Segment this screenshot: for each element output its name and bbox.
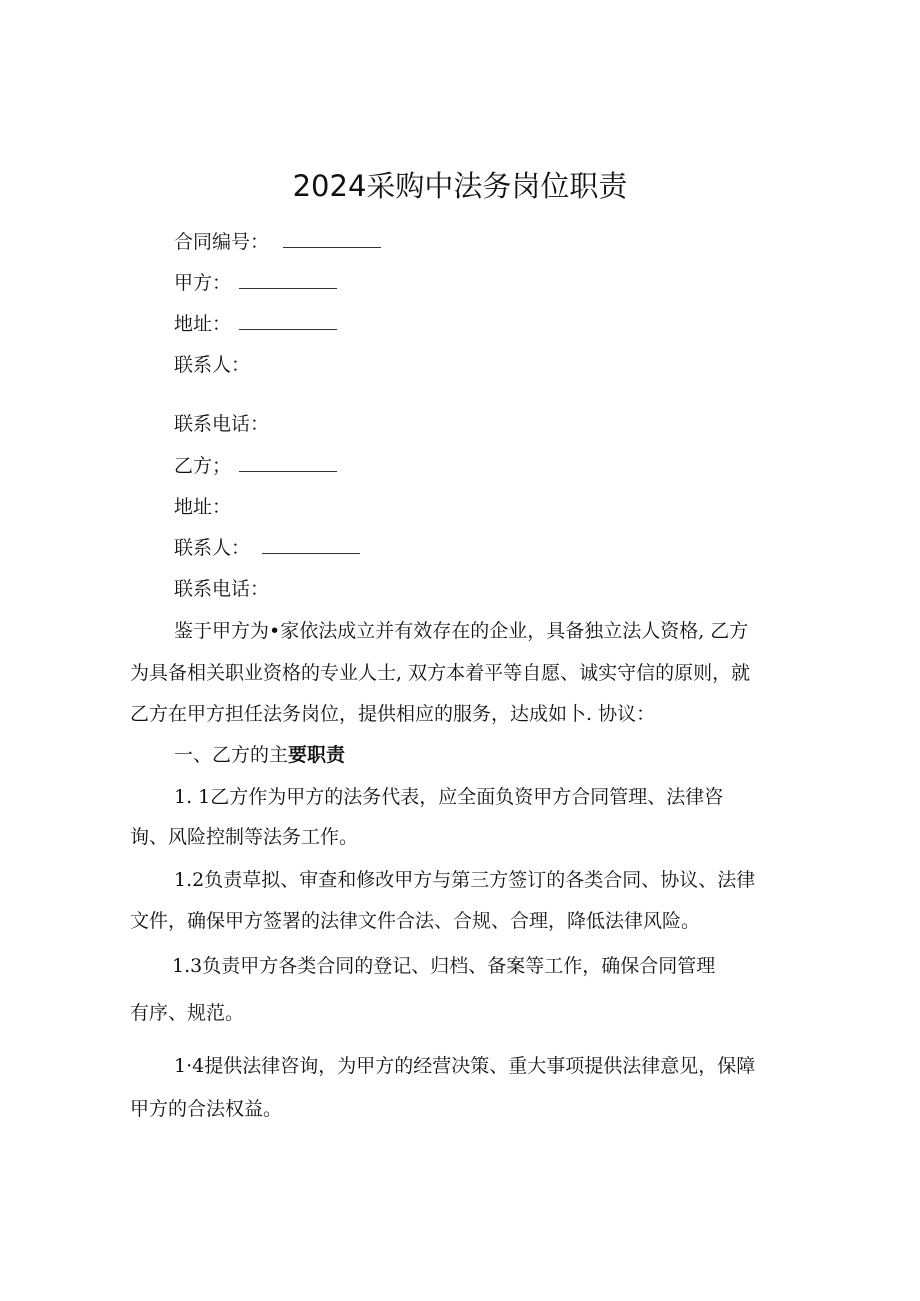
party-b-label: 乙方； [174,455,232,477]
contract-number-row [174,228,381,256]
contact-a-label: 联系人： [174,354,251,376]
phone-b-label: 联系电话： [174,578,270,600]
item-1-3-line-1: 1.3负责甲方各类合同的登记、归档、备案等工作，确保合同管理 [172,955,716,977]
item-1-1-line-1: 1. 1乙方作为甲方的法务代表，应全面负资甲方合同管理、法律咨 [174,786,724,808]
address-b-label: 地址： [174,496,232,518]
contract-number-blank[interactable] [283,229,381,248]
item-1-4-line-2: 甲方的合法权益。 [130,1098,283,1120]
item-1-3-line-2: 有序、规范。 [130,1002,245,1024]
contact-b-row [174,534,360,562]
intro-line-1: 鉴于甲方为•家依法成立并有效存在的企业，具备独立法人资格, 乙方 [174,620,749,642]
section-1-heading [174,741,345,769]
phone-b-row [174,575,269,603]
item-1-2-line-2: 文件，确保甲方签署的法律文件合法、合规、合理，降低法律风险。 [130,910,701,932]
item-1-2-line-1: 1.2负责草拟、审查和修改甲方与第三方签订的各类合同、协议、法律 [174,869,756,891]
phone-a-label: 联系电话： [174,413,270,435]
party-b-blank[interactable] [239,453,337,472]
address-a-blank[interactable] [239,311,337,330]
item-1-4-line-1: 1·4提供法律咨询，为甲方的经营决策、重大事项提供法律意见，保障 [174,1055,756,1077]
section-1-heading-prefix: 一、乙方的主 [174,744,289,766]
document-title: 2024采购中法务岗位职责 [292,169,628,203]
item-1-1-line-2: 询、风险控制等法务工作。 [130,826,359,848]
party-a-row [174,269,337,297]
intro-line-2: 为具备相关职业资格的专业人士, 双方本着平等自愿、诚实守信的原则，就 [130,662,751,684]
phone-a-row [174,410,269,438]
contact-b-label: 联系人： [174,537,251,559]
address-a-row [174,310,337,338]
contact-a-row [174,351,250,379]
party-a-label: 甲方： [174,272,232,294]
address-a-label: 地址： [174,313,232,335]
address-b-row [174,493,231,521]
contract-number-label: 合同编号： [174,231,270,253]
party-a-blank[interactable] [239,270,337,289]
section-1-heading-bold: 要职责 [288,744,346,766]
intro-line-3: 乙方在甲方担任法务岗位，提供相应的服务，达成如卜. 协议： [130,703,656,725]
party-b-row [174,452,337,480]
contact-b-blank[interactable] [262,535,360,554]
